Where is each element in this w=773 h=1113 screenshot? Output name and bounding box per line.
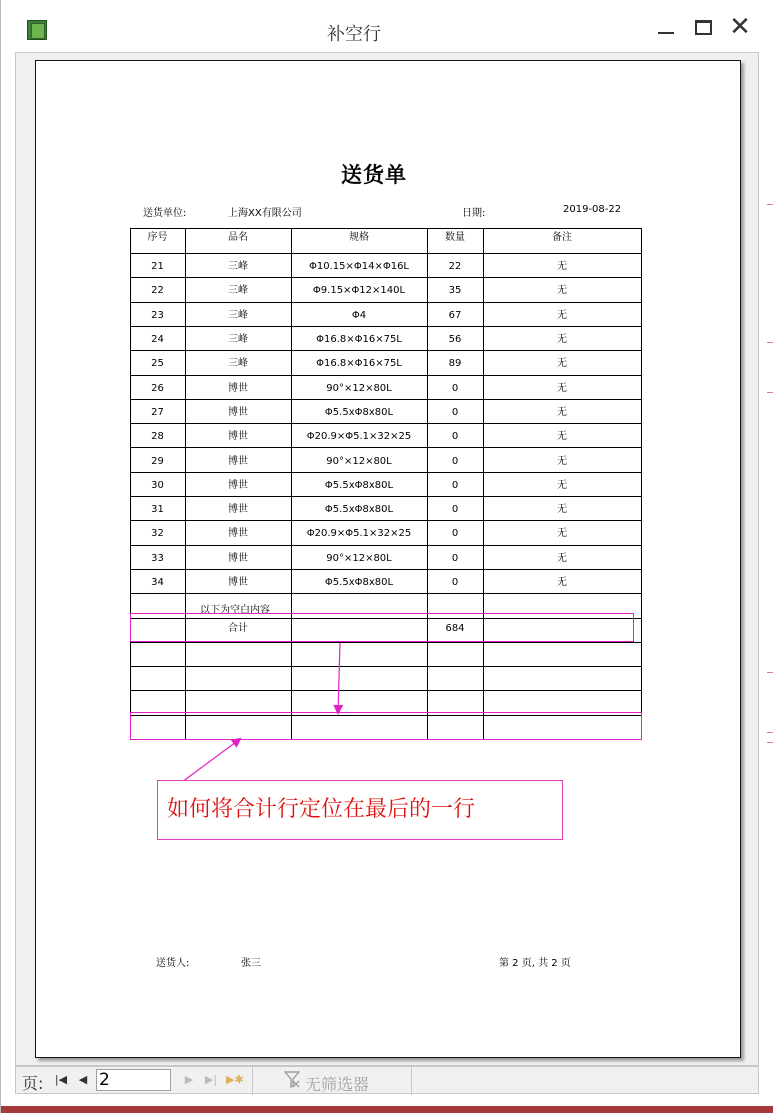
table-header-cell: 品名 (228, 232, 248, 243)
table-header-cell: 序号 (147, 232, 168, 243)
first-page-icon: |◀ (54, 1073, 68, 1086)
table-cell: 三峰 (228, 261, 248, 272)
table-cell: 三峰 (228, 334, 248, 345)
callout-text: 如何将合计行定位在最后的一行 (167, 797, 476, 822)
table-cell: 35 (448, 285, 462, 296)
table-vline (641, 228, 642, 739)
table-header-cell: 备注 (552, 232, 572, 243)
table-cell: 博世 (228, 553, 248, 564)
page-label: 页: (22, 1074, 44, 1093)
table-hline (130, 253, 641, 254)
table-hline (130, 447, 641, 448)
sender-value: 张三 (241, 958, 261, 969)
table-hline (130, 350, 641, 351)
table-cell: 28 (151, 431, 164, 442)
table-cell: 90°×12×80L (326, 383, 392, 394)
next-page-button[interactable] (182, 1073, 196, 1087)
table-hline (130, 496, 641, 497)
total-value: 684 (445, 623, 465, 634)
table-cell: 0 (451, 553, 459, 564)
record-navigation-bar (15, 1066, 759, 1094)
table-cell: 博世 (228, 504, 248, 515)
unit-label: 送货单位: (143, 208, 187, 219)
table-cell: 三峰 (228, 310, 248, 321)
table-cell: 0 (451, 480, 459, 491)
divider (252, 1067, 253, 1095)
table-hline (130, 277, 641, 278)
table-hline (130, 375, 641, 376)
table-cell: 博世 (228, 528, 248, 539)
maximize-icon (695, 20, 712, 35)
date-value: 2019-08-22 (563, 204, 622, 215)
table-cell: 无 (557, 456, 567, 467)
table-cell: 博世 (228, 383, 248, 394)
table-hline (130, 593, 641, 594)
table-cell: Φ5.5xΦ8x80L (324, 577, 394, 588)
table-cell: 博世 (228, 577, 248, 588)
table-cell: 22 (448, 261, 462, 272)
table-cell: 无 (557, 528, 567, 539)
filter-status[interactable]: 无筛选器 (305, 1075, 370, 1094)
new-record-button[interactable] (226, 1073, 242, 1087)
table-hline (130, 302, 641, 303)
callout-arrow (182, 739, 240, 782)
table-hline (130, 642, 641, 643)
next-page-icon: ▶ (184, 1073, 194, 1086)
page-number-input[interactable] (96, 1069, 171, 1091)
table-cell: 26 (151, 383, 164, 394)
blank-content-note: 以下为空白内容 (200, 605, 270, 616)
table-header-cell: 规格 (349, 232, 369, 243)
report-title: 送货单 (341, 163, 407, 187)
table-cell: 无 (557, 553, 567, 564)
table-cell: 0 (451, 577, 459, 588)
close-button[interactable] (725, 14, 755, 40)
total-label: 合计 (228, 623, 248, 634)
table-cell: 0 (451, 383, 459, 394)
delivery-table (130, 228, 642, 740)
table-cell: 无 (557, 334, 567, 345)
table-cell: 博世 (228, 407, 248, 418)
table-cell: Φ5.5xΦ8x80L (324, 504, 394, 515)
table-hline (130, 423, 641, 424)
table-cell: 0 (451, 528, 459, 539)
table-cell: 博世 (228, 480, 248, 491)
table-cell: 无 (557, 480, 567, 491)
page-info: 第 2 页, 共 2 页 (499, 958, 571, 969)
last-row-highlight (130, 712, 642, 740)
table-cell: 无 (557, 407, 567, 418)
window-bottom-edge (1, 1106, 773, 1113)
table-cell: 0 (451, 456, 459, 467)
table-hline (130, 399, 641, 400)
table-cell: 89 (448, 358, 462, 369)
table-cell: 67 (448, 310, 462, 321)
new-record-icon: ▶✱ (226, 1073, 244, 1086)
table-header-cell: 数量 (445, 232, 465, 243)
table-cell: 三峰 (228, 285, 248, 296)
table-cell: 无 (557, 310, 567, 321)
table-cell: Φ16.8×Φ16×75L (316, 358, 402, 369)
table-hline (130, 545, 641, 546)
table-hline (130, 228, 641, 229)
maximize-button[interactable] (688, 14, 718, 40)
table-cell: 23 (151, 310, 164, 321)
table-cell: 27 (151, 407, 164, 418)
table-cell: Φ20.9×Φ5.1×32×25 (306, 431, 412, 442)
table-cell: 32 (151, 528, 164, 539)
table-cell: Φ16.8×Φ16×75L (316, 334, 402, 345)
table-cell: 34 (151, 577, 164, 588)
table-cell: 无 (557, 431, 567, 442)
table-cell: 24 (151, 334, 164, 345)
table-cell: Φ10.15×Φ14×Φ16L (308, 261, 410, 272)
table-cell: 56 (448, 334, 462, 345)
table-cell: 无 (557, 383, 567, 394)
table-cell: 90°×12×80L (326, 553, 392, 564)
title-bar (1, 0, 773, 52)
minimize-button[interactable] (651, 14, 681, 40)
minimize-icon (658, 32, 674, 34)
table-cell: 31 (151, 504, 164, 515)
table-hline (130, 326, 641, 327)
last-page-icon: ▶| (204, 1073, 218, 1086)
divider (411, 1067, 412, 1095)
previous-page-button[interactable] (76, 1073, 90, 1087)
table-cell: Φ9.15×Φ12×140L (312, 285, 406, 296)
table-cell: Φ20.9×Φ5.1×32×25 (306, 528, 412, 539)
table-cell: 0 (451, 431, 459, 442)
table-cell: 博世 (228, 456, 248, 467)
close-icon: ✕ (729, 12, 751, 42)
table-cell: 21 (151, 261, 164, 272)
table-cell: 0 (451, 407, 459, 418)
table-cell: 无 (557, 285, 567, 296)
last-page-button[interactable] (204, 1073, 218, 1087)
table-cell: 三峰 (228, 358, 248, 369)
table-cell: 30 (151, 480, 164, 491)
table-hline (130, 520, 641, 521)
table-cell: Φ5.5xΦ8x80L (324, 480, 394, 491)
first-page-button[interactable] (54, 1073, 68, 1087)
no-filter-icon (284, 1071, 300, 1089)
table-hline (130, 569, 641, 570)
table-cell: 无 (557, 504, 567, 515)
table-cell: 33 (151, 553, 164, 564)
table-cell: 无 (557, 577, 567, 588)
previous-page-icon: ◀ (78, 1073, 88, 1086)
table-cell: 无 (557, 261, 567, 272)
table-hline (130, 690, 641, 691)
date-label: 日期: (462, 208, 486, 219)
right-edge (759, 52, 773, 1112)
report-page (35, 60, 741, 1058)
table-cell: 29 (151, 456, 164, 467)
table-cell: 博世 (228, 431, 248, 442)
window-title: 补空行 (327, 24, 381, 45)
table-hline (130, 666, 641, 667)
unit-value: 上海XX有限公司 (228, 208, 302, 219)
table-cell: 25 (151, 358, 164, 369)
total-row-highlight (130, 613, 634, 642)
table-hline (130, 472, 641, 473)
sender-label: 送货人: (156, 958, 190, 969)
table-cell: 0 (451, 504, 459, 515)
table-cell: Φ4 (351, 310, 367, 321)
table-cell: 无 (557, 358, 567, 369)
table-cell: Φ5.5xΦ8x80L (324, 407, 394, 418)
table-cell: 22 (151, 285, 164, 296)
table-cell: 90°×12×80L (326, 456, 392, 467)
